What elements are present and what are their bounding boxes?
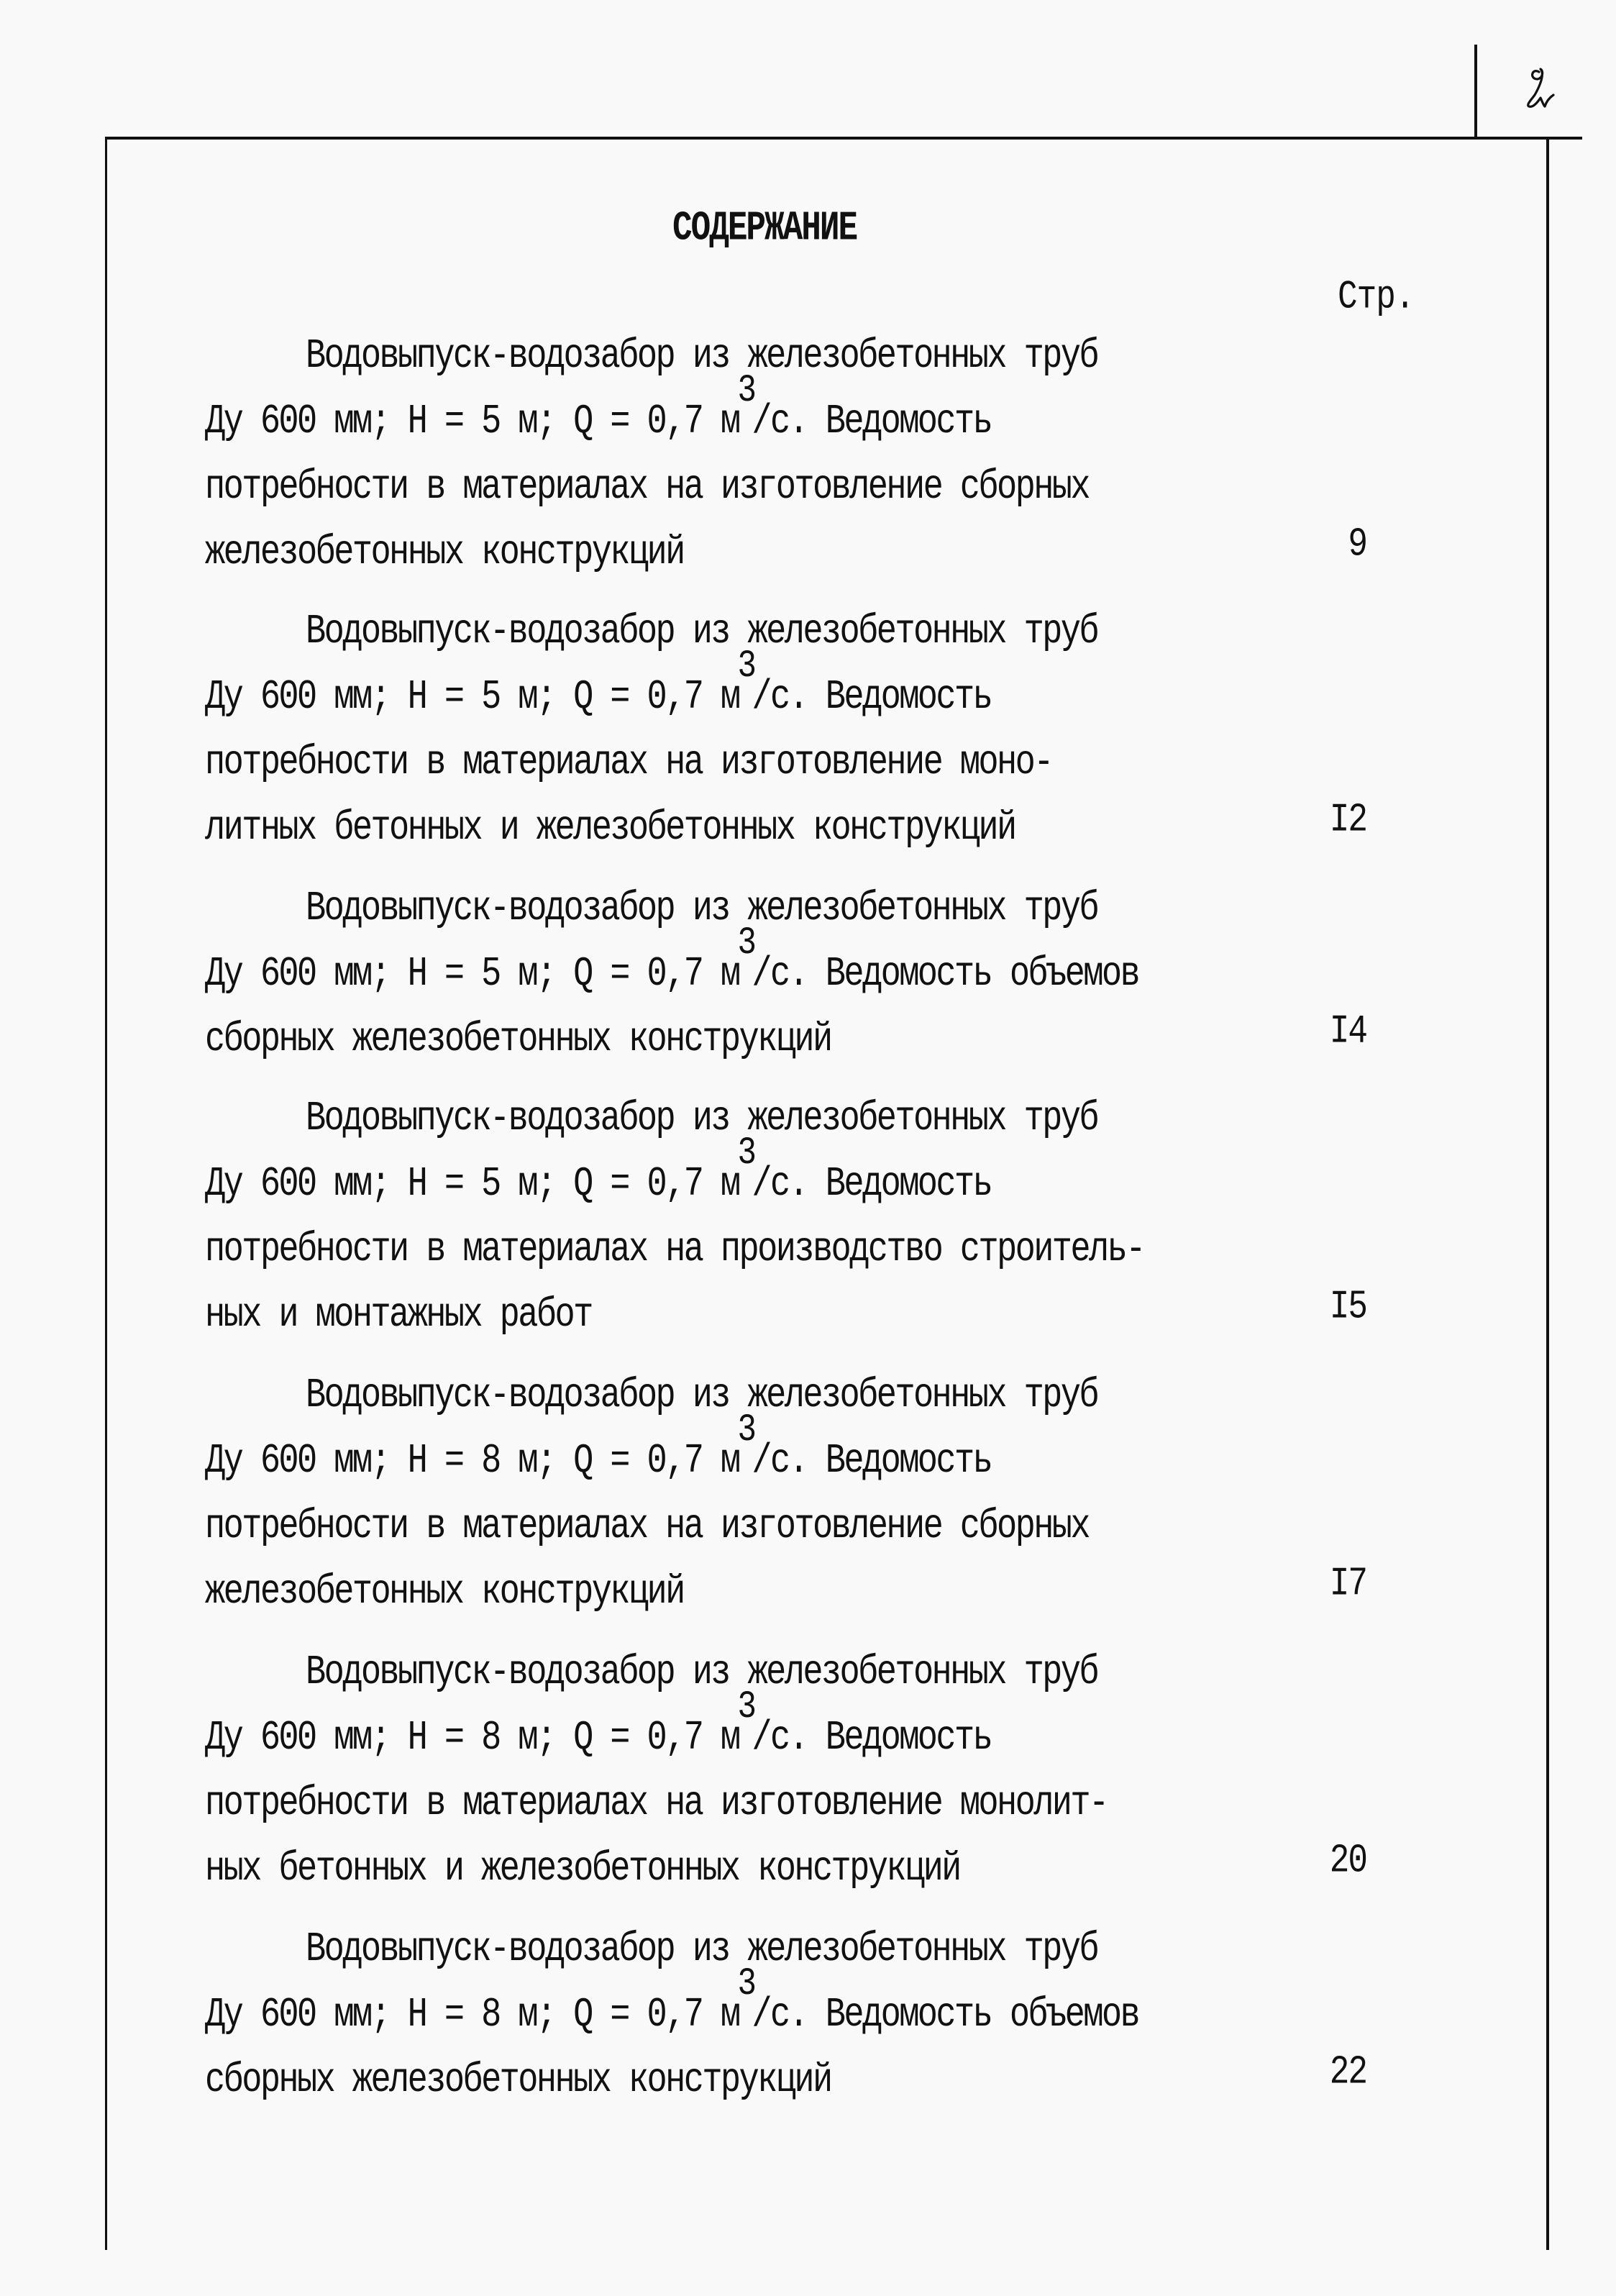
unit-exponent: 3 (737, 369, 755, 414)
toc-entry-line (205, 803, 1499, 883)
toc-entry-text: Водовыпуск-водозабор из железобетонных труб (306, 1372, 1097, 1420)
toc-page-number: I5 (1329, 1284, 1366, 1330)
toc-entry-text: Водовыпуск-водозабор из железобетонных труб (306, 1649, 1097, 1697)
unit-exponent: 3 (737, 1408, 755, 1453)
toc-entry-text: сборных железобетонных конструкций (205, 1016, 831, 1064)
toc-entry-text: /с. Ведомость (752, 1438, 992, 1485)
toc-entry-text: потребности в материалах на изготовление сборных (205, 1503, 1090, 1551)
toc-entry-text: сборных железобетонных конструкций (205, 2057, 831, 2105)
toc-entry-text: /с. Ведомость (752, 398, 992, 446)
toc-entry (205, 883, 1499, 1080)
toc-entry-text: /с. Ведомость (752, 1715, 992, 1762)
toc-entry-text: Ду 600 мм; Н = 5 м; Q = 0,7 м (205, 674, 739, 721)
toc-entry-text: потребности в материалах на изготовление моно- (205, 739, 1052, 787)
toc-page-number: I2 (1329, 797, 1366, 843)
toc-entry (205, 1093, 1499, 1355)
toc-entry-text: Водовыпуск-водозабор из железобетонных труб (306, 1095, 1097, 1143)
toc-entry-text: Ду 600 мм; Н = 5 м; Q = 0,7 м (205, 1161, 739, 1208)
toc-entry-text: Ду 600 мм; Н = 8 м; Q = 0,7 м (205, 1992, 739, 2039)
unit-exponent: 3 (737, 1131, 755, 1176)
toc-entry-text: литных бетонных и железобетонных конструкций (205, 805, 1015, 852)
toc-page-number: I4 (1329, 1008, 1366, 1054)
unit-exponent: 3 (737, 1685, 755, 1730)
toc-entry-text: Ду 600 мм; Н = 8 м; Q = 0,7 м (205, 1715, 739, 1762)
toc-entry-text: Ду 600 мм; Н = 5 м; Q = 0,7 м (205, 951, 739, 998)
unit-exponent: 3 (737, 644, 755, 689)
toc-entry-line (205, 527, 1499, 607)
unit-exponent: 3 (737, 921, 755, 966)
toc-entry-text: потребности в материалах на изготовление сборных (205, 464, 1090, 511)
toc-entry-text: /с. Ведомость (752, 674, 992, 721)
page-title: СОДЕРЖАНИЕ (672, 205, 857, 252)
toc-entry-text: ных бетонных и железобетонных конструкций (205, 1846, 960, 1893)
toc-page-number: 9 (1348, 521, 1366, 568)
toc-entry-text: /с. Ведомость объемов (752, 951, 1139, 998)
toc-entry (205, 1370, 1499, 1632)
toc-entry-text: ных и монтажных работ (205, 1292, 592, 1339)
frame-right-border (1546, 137, 1549, 2250)
toc-entry (205, 1647, 1499, 1909)
toc-entry-line (205, 1567, 1499, 1646)
toc-entry-line (205, 1290, 1499, 1370)
toc-entry-line (205, 2055, 1499, 2135)
toc-entry-text: железобетонных конструкций (205, 529, 684, 577)
toc-entry-text: потребности в материалах на производство строитель- (205, 1226, 1144, 1274)
toc-entry (205, 1924, 1499, 2120)
toc-entry-text: Водовыпуск-водозабор из железобетонных труб (306, 885, 1097, 933)
toc-entry-text: железобетонных конструкций (205, 1569, 684, 1616)
toc-page-number: I7 (1329, 1561, 1366, 1607)
frame-left-border (105, 137, 107, 2250)
toc-entry-text: Ду 600 мм; Н = 5 м; Q = 0,7 м (205, 398, 739, 446)
toc-entry-text: Ду 600 мм; Н = 8 м; Q = 0,7 м (205, 1438, 739, 1485)
toc-entry-text: потребности в материалах на изготовление монолит- (205, 1780, 1108, 1828)
toc-entry-text: /с. Ведомость (752, 1161, 992, 1208)
unit-exponent: 3 (737, 1962, 755, 2007)
sheet-number-box-divider (1474, 45, 1477, 138)
toc-entry-text: Водовыпуск-водозабор из железобетонных труб (306, 333, 1097, 381)
toc-page-number: 20 (1329, 1838, 1366, 1884)
page-column-header: Стр. (1338, 275, 1415, 320)
toc-entry-text: Водовыпуск-водозабор из железобетонных труб (306, 1926, 1097, 1974)
frame-top-border (106, 137, 1582, 140)
toc-entry-text: Водовыпуск-водозабор из железобетонных труб (306, 609, 1097, 656)
toc-entry (205, 331, 1499, 593)
toc-page-number: 22 (1329, 2049, 1366, 2095)
toc-entry-line (205, 1014, 1499, 1094)
toc-entry-text: /с. Ведомость объемов (752, 1992, 1139, 2039)
handwritten-sheet-number (1519, 63, 1562, 114)
toc-entry-line (205, 1844, 1499, 1923)
toc-entry (205, 606, 1499, 868)
